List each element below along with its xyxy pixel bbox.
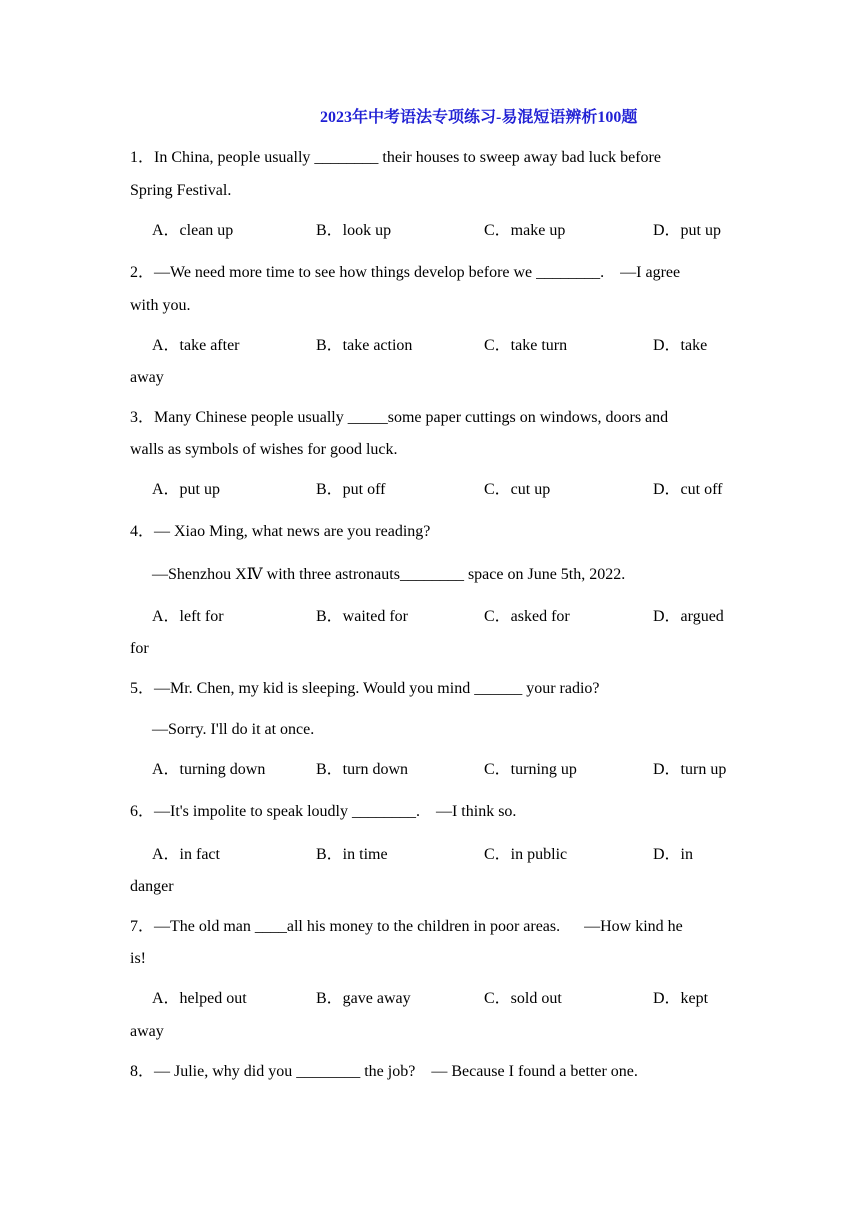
- question-4-option-a: A．left for: [152, 608, 224, 625]
- question-2-option-a: A．take after: [152, 337, 240, 354]
- question-6-option-d-overflow: danger: [130, 878, 174, 895]
- question-1-option-d: D．put up: [653, 222, 722, 239]
- question-6-option-d: D．in: [653, 846, 694, 863]
- question-6-option-a: A．in fact: [152, 846, 220, 863]
- question-2-option-c: C．take turn: [484, 337, 568, 354]
- document-title: 2023年中考语法专项练习-易混短语辨析100题: [320, 109, 638, 126]
- question-5-answer-line: —Sorry. I'll do it at once.: [152, 721, 315, 738]
- question-5-option-a: A．turning down: [152, 761, 266, 778]
- question-3-option-d: D．cut off: [653, 481, 723, 498]
- question-3-line-1: 3．Many Chinese people usually _____some paper cuttings on windows, doors and: [130, 409, 669, 426]
- question-6-option-b: B．in time: [316, 846, 388, 863]
- question-7-option-b: B．gave away: [316, 990, 411, 1007]
- question-2-option-d: D．take: [653, 337, 708, 354]
- question-3-option-a: A．put up: [152, 481, 221, 498]
- question-5-option-c: C．turning up: [484, 761, 577, 778]
- question-1-option-a: A．clean up: [152, 222, 234, 239]
- question-3-option-b: B．put off: [316, 481, 386, 498]
- question-7-option-c: C．sold out: [484, 990, 562, 1007]
- question-5-option-d: D．turn up: [653, 761, 727, 778]
- question-2-line-1: 2．—We need more time to see how things develop before we ________. —I agree: [130, 264, 681, 281]
- question-6-option-c: C．in public: [484, 846, 568, 863]
- question-5-line-1: 5．—Mr. Chen, my kid is sleeping. Would you mind ______ your radio?: [130, 680, 600, 697]
- question-7-option-a: A．helped out: [152, 990, 247, 1007]
- question-5-option-b: B．turn down: [316, 761, 409, 778]
- question-3-line-2: walls as symbols of wishes for good luck.: [130, 441, 398, 458]
- question-1-option-c: C．make up: [484, 222, 566, 239]
- question-1-option-b: B．look up: [316, 222, 392, 239]
- question-7-option-d: D．kept: [653, 990, 709, 1007]
- question-8-line-1: 8．— Julie, why did you ________ the job? — Because I found a better one.: [130, 1063, 638, 1080]
- question-7-option-d-overflow: away: [130, 1023, 164, 1040]
- question-2-option-d-overflow: away: [130, 369, 164, 386]
- question-2-line-2: with you.: [130, 297, 191, 314]
- question-4-option-d-overflow: for: [130, 640, 149, 657]
- question-6-line-1: 6．—It's impolite to speak loudly ________. —I think so.: [130, 803, 517, 820]
- question-7-line-1: 7．—The old man ____all his money to the children in poor areas. —How kind he: [130, 918, 683, 935]
- question-1-line-2: Spring Festival.: [130, 182, 232, 199]
- question-4-answer-line: —Shenzhou XⅣ with three astronauts________ space on June 5th, 2022.: [152, 566, 626, 583]
- question-4-option-d: D．argued: [653, 608, 724, 625]
- question-7-line-2: is!: [130, 950, 146, 967]
- question-1-line-1: 1．In China, people usually ________ their houses to sweep away bad luck before: [130, 149, 661, 166]
- question-4-line-1: 4．— Xiao Ming, what news are you reading?: [130, 523, 431, 540]
- question-3-option-c: C．cut up: [484, 481, 551, 498]
- question-4-option-c: C．asked for: [484, 608, 570, 625]
- question-2-option-b: B．take action: [316, 337, 413, 354]
- question-4-option-b: B．waited for: [316, 608, 408, 625]
